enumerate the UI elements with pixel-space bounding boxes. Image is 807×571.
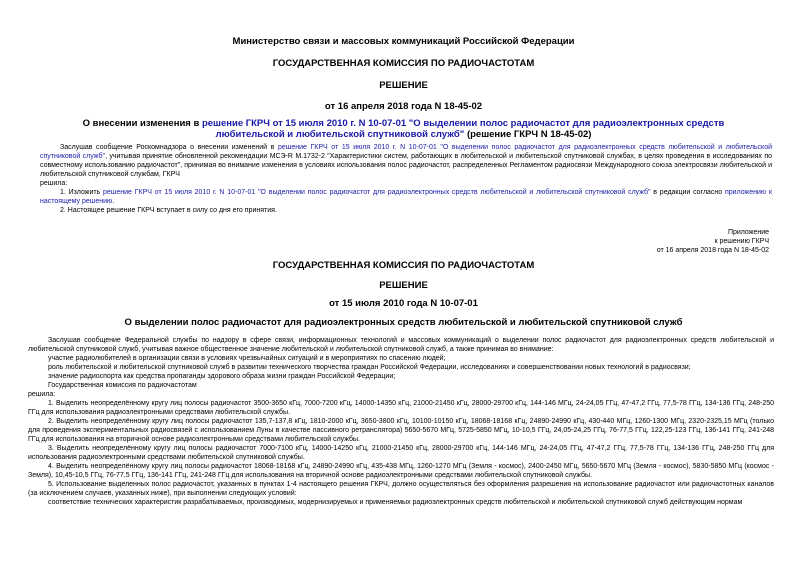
title-prefix: О внесении изменения в: [82, 118, 202, 129]
section2-body: [28, 336, 774, 507]
decided-label: решила:: [40, 180, 68, 187]
section2-commission: ГОСУДАРСТВЕННАЯ КОМИССИЯ ПО РАДИОЧАСТОТАМ: [272, 260, 535, 271]
intro-text-b: , учитывая принятие обновленной рекомендации МСЭ-R M.1732-2 "Характеристики систем, работающих в любительской и любительской спутниковой службах, в целях проведения в исследованиях по совместному использованию радиочастот", принимая во внимание изменения в условиях использования полос радиочастот, распределенных Регламентом радиосвязи Международного союза электросвязи любительской и любительской спутниковой службам, ГКРЧ: [40, 153, 772, 178]
intro-item-2: 2. Настоящее решение ГКРЧ вступает в силу со дня его принятия.: [60, 207, 277, 214]
ministry-heading: Министерство связи и массовых коммуникаций Российской Федерации: [232, 36, 575, 47]
s2-list-3: значение радиоспорта как средства пропаганды здорового образа жизни граждан Российской Федерации;: [48, 373, 396, 380]
decision-date: от 16 апреля 2018 года N 18-45-02: [324, 101, 483, 112]
title-suffix: (решение ГКРЧ N 18-45-02): [464, 129, 592, 140]
s2-item-5a: соответствие технических характеристик разрабатываемых, производимых, модернизируемых и применяемых радиоэлектронных средств любительской и любительской спутниковой служб действующим нормам: [48, 499, 743, 506]
section2-title: О выделении полос радиочастот для радиоэлектронных средств любительской и любительской спутниковой служб: [124, 317, 683, 328]
item1-link[interactable]: решение ГКРЧ от 15 июля 2010 г. N 10-07-01 "О выделении полос радиочастот для радиоэлектронных средств любительской и любительской спутниковой служб": [102, 189, 651, 196]
intro-item-1: [40, 188, 772, 206]
appendix-line-3: от 16 апреля 2018 года N 18-45-02: [656, 247, 769, 254]
decision-title: [0, 118, 807, 140]
item1-appendix-link[interactable]: приложению к настоящему решению: [40, 189, 772, 205]
s2-list-1: участие радиолюбителей в организации связи в условиях чрезвычайных ситуаций и в мероприятиях по спасению людей;: [48, 355, 446, 362]
section2-date: от 15 июля 2010 года N 10-07-01: [329, 298, 478, 309]
intro-paragraph: [40, 143, 772, 179]
s2-item-2: 2. Выделить неопределённому кругу лиц полосы радиочастот 135,7-137,8 кГц, 1810-2000 кГц, 3650-3800 кГц, 10100-10150 кГц, 18068-18168 кГц, 24890-24990 кГц, 430-440 МГц, 1260-1300 МГц, 2320-2325,15 МГц (только для проведения экспериментальных радиосвязей с использованием Луны в качестве пассивного ретранслятора) 5650-5670 МГц, 5725-5850 МГц, 10-10,5 ГГц, 24,05-24,25 ГГц, 76-77,5 ГГц, 122,25-123 ГГц, 136-141 ГГц, 241-248 ГГц для использования на вторичной основе радиоэлектронными средствами любительской службы.: [28, 418, 774, 443]
s2-item-4: 4. Выделить неопределённому кругу лиц полосы радиочастот 18068-18168 кГц, 24890-24990 кГц, 435-438 МГц, 1260-1270 МГц (Земля - космос), 2400-2450 МГц, 5650-5670 МГц (Земля - космос), 5830-5850 МГц (космос - Земля), 10,45-10,5 ГГц, 76-77,5 ГГц, 136-141 ГГц, 241-248 ГГц для использования на вторичной основе радиоэлектронными средствами любительской спутниковой службы.: [28, 463, 774, 479]
title-link[interactable]: решение ГКРЧ от 15 июля 2010 г. N 10-07-01 "О выделении полос радиочастот для радиоэлектронных средств любительской и любительской спутниковой служб": [201, 118, 725, 140]
item1-text-a: 1. Изложить: [60, 189, 103, 196]
intro-body: [40, 143, 772, 215]
s2-item-1: 1. Выделить неопределённому кругу лиц полосы радиочастот 3500-3650 кГц, 7000-7200 кГц, 14000-14350 кГц, 21000-21450 кГц, 28000-29700 кГц, 144-146 МГц, 24-24,05 ГГц, 47-47,2 ГГц, 77,5-78 ГГц, 134-136 ГГц, 248-250 ГГц для использования радиоэлектронными средствами любительской службы.: [28, 400, 774, 416]
s2-item-3: 3. Выделить неопределённому кругу лиц полосы радиочастот 7000-7100 кГц, 14000-14250 кГц, 21000-21450 кГц, 28000-29700 кГц, 144-146 МГц, 24-24,05 ГГц, 47-47,2 ГГц, 77,5-78 ГГц, 134-136 ГГц, 248-250 ГГц для использования радиоэлектронными средствами любительской спутниковой службы.: [28, 445, 774, 461]
item1-text-c: .: [112, 198, 115, 205]
s2-item-5: 5. Использование выделенных полос радиочастот, указанных в пунктах 1-4 настоящего решения ГКРЧ, должно осуществляться без оформления разрешения на использование радиочастот или радиочастотных каналов (за исключением случаев, указанных ниже), при выполнении следующих условий:: [28, 481, 774, 497]
section2-decision: РЕШЕНИЕ: [379, 280, 428, 291]
commission-heading: ГОСУДАРСТВЕННАЯ КОМИССИЯ ПО РАДИОЧАСТОТАМ: [272, 58, 535, 69]
appendix-note: [657, 228, 769, 255]
s2-paragraph-1: Заслушав сообщение Федеральной службы по надзору в сфере связи, информационных технологий и массовых коммуникаций о выделении полос радиочастот для радиоэлектронных средств любительской и любительской спутниковой служб, учитывая важное общественное значение любительской и любительской спутниковой служб, а также принимая во внимание:: [28, 337, 774, 353]
appendix-line-1: Приложение: [727, 229, 769, 236]
item1-text-b: в редакции согласно: [650, 189, 725, 196]
s2-list-4: Государственная комиссия по радиочастотам: [48, 382, 197, 389]
appendix-line-2: к решению ГКРЧ: [714, 238, 769, 245]
intro-text-a: Заслушав сообщение Роскомнадзора о внесении изменений в: [60, 144, 278, 151]
decision-heading: РЕШЕНИЕ: [379, 80, 428, 91]
s2-decided: решила:: [28, 391, 56, 398]
s2-list-2: роль любительской и любительской спутниковой служб в развитии технического творчества граждан Российской Федерации, исследованиях и совершенствовании новых технологий в радиосвязи;: [48, 364, 691, 371]
intro-link[interactable]: решение ГКРЧ от 15 июля 2010 г. N 10-07-01 "О выделении полос радиочастот для радиоэлектронных средств любительской и любительской спутниковой служб": [40, 144, 773, 160]
